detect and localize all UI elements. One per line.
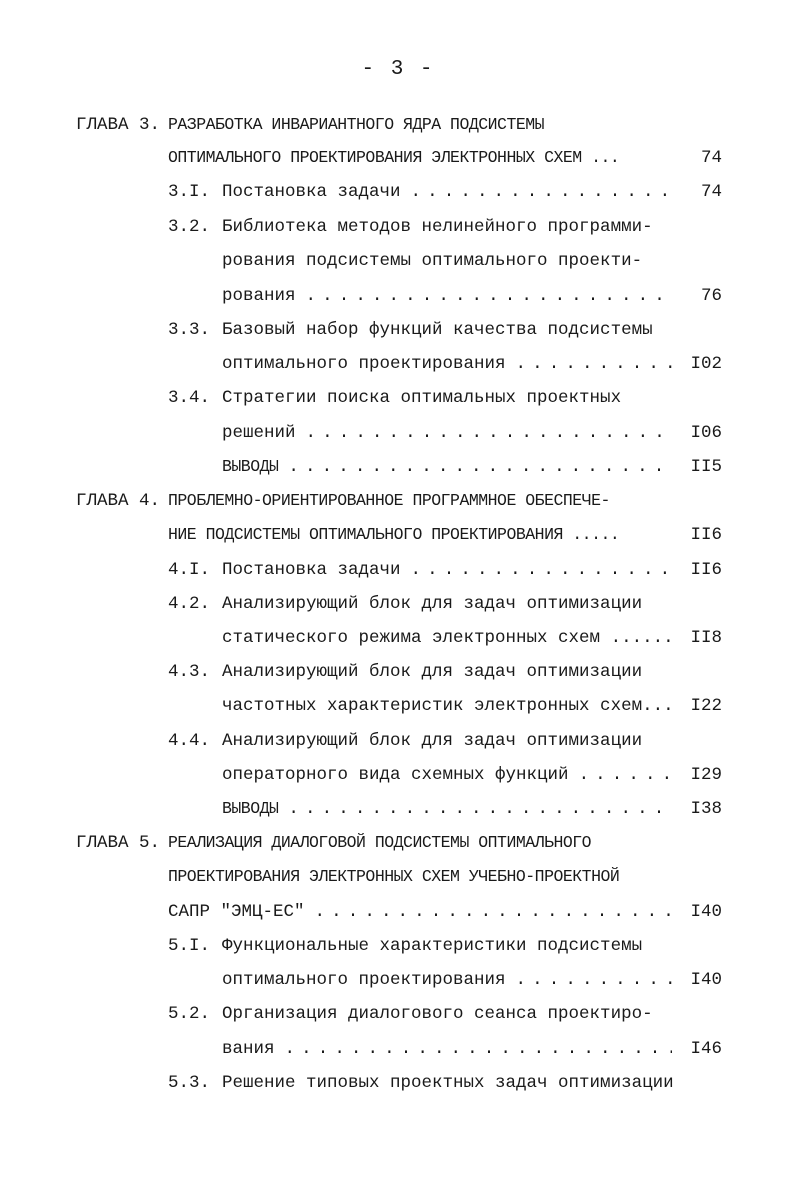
toc-entry-text: вания [222, 1039, 275, 1059]
toc-line [0, 246, 722, 276]
toc-entry-text: решений [222, 423, 296, 443]
toc-entry-text: НИЕ ПОДСИСТЕМЫ ОПТИМАЛЬНОГО ПРОЕКТИРОВАНИЯ ..... [168, 525, 620, 544]
dot-leader [516, 965, 672, 995]
toc-entry-text: операторного вида схемных функций [222, 765, 569, 785]
toc-section-number: 5.I. [168, 936, 211, 956]
toc-line [0, 1034, 722, 1064]
dot-leader [288, 794, 672, 824]
toc-line [0, 555, 722, 585]
toc-entry-text: РЕАЛИЗАЦИЯ ДИАЛОГОВОЙ ПОДСИСТЕМЫ ОПТИМАЛЬНОГО [168, 833, 592, 852]
toc-line [0, 177, 722, 207]
toc-entry-text: ОПТИМАЛЬНОГО ПРОЕКТИРОВАНИЯ ЭЛЕКТРОННЫХ СХЕМ ... [168, 148, 620, 167]
toc-entry-text: ВЫВОДЫ [222, 799, 279, 818]
dot-leader [315, 897, 672, 927]
toc-line [0, 110, 722, 140]
toc-entry-text: Решение типовых проектных задач оптимизации [222, 1073, 674, 1093]
toc-line [0, 520, 722, 550]
toc-line [0, 794, 722, 824]
toc-line [0, 281, 722, 311]
toc-line [0, 143, 722, 173]
toc-page-number: II8 [690, 628, 722, 648]
toc-entry-text: Базовый набор функций качества подсистемы [222, 320, 653, 340]
toc-entry-text: Функциональные характеристики подсистемы [222, 936, 643, 956]
toc-line [0, 349, 722, 379]
toc-page-number: I06 [690, 423, 722, 443]
toc-line [0, 315, 722, 345]
toc-section-number: 5.2. [168, 1004, 211, 1024]
toc-section-number: 4.2. [168, 594, 211, 614]
toc-entry-text: САПР "ЭМЦ-ЕС" [168, 902, 305, 922]
toc-page-number: I46 [690, 1039, 722, 1059]
toc-section-number: 3.I. [168, 182, 211, 202]
toc-line [0, 486, 722, 516]
toc-entry-text: Стратегии поиска оптимальных проектных [222, 388, 622, 408]
dot-leader [306, 281, 672, 311]
toc-entry-text: рования подсистемы оптимального проекти- [222, 251, 643, 271]
toc-entry-text: Анализирующий блок для задач оптимизации [222, 594, 643, 614]
dot-leader [411, 177, 672, 207]
toc-entry-text: рования [222, 286, 296, 306]
toc-line [0, 657, 722, 687]
toc-entry-text: оптимального проектирования [222, 354, 506, 374]
dot-leader [306, 418, 672, 448]
toc-section-number: ГЛАВА 4. [76, 491, 161, 511]
toc-line [0, 623, 722, 653]
toc-page-number: 74 [700, 182, 722, 202]
toc-line [0, 418, 722, 448]
toc-section-number: 3.4. [168, 388, 211, 408]
toc-entry-text: Постановка задачи [222, 182, 401, 202]
toc-entry-text: Библиотека методов нелинейного программи- [222, 217, 653, 237]
toc-entry-text: Анализирующий блок для задач оптимизации [222, 662, 643, 682]
toc-section-number: 4.3. [168, 662, 211, 682]
toc-line [0, 589, 722, 619]
toc-line [0, 383, 722, 413]
toc-page-number: II5 [690, 457, 722, 477]
toc-line [0, 212, 722, 242]
toc-section-number: 4.4. [168, 731, 211, 751]
toc-section-number: ГЛАВА 3. [76, 115, 161, 135]
toc-line [0, 862, 722, 892]
toc-section-number: 4.I. [168, 560, 211, 580]
toc-line [0, 999, 722, 1029]
toc-page-number: I40 [690, 902, 722, 922]
page-number: - 3 - [361, 58, 435, 81]
toc-line [0, 452, 722, 482]
dot-leader [285, 1034, 672, 1064]
toc-entry-text: Анализирующий блок для задач оптимизации [222, 731, 643, 751]
toc-entry-text: ПРОБЛЕМНО-ОРИЕНТИРОВАННОЕ ПРОГРАММНОЕ ОБЕСПЕЧЕ- [168, 491, 610, 510]
toc-entry-text: ВЫВОДЫ [222, 457, 279, 476]
toc-line [0, 726, 722, 756]
toc-section-number: ГЛАВА 5. [76, 833, 161, 853]
dot-leader [516, 349, 672, 379]
toc-page-number: II6 [690, 560, 722, 580]
toc-page-number: I02 [690, 354, 722, 374]
toc-line [0, 965, 722, 995]
dot-leader [288, 452, 672, 482]
toc-entry-text: Постановка задачи [222, 560, 401, 580]
toc-entry-text: РАЗРАБОТКА ИНВАРИАНТНОГО ЯДРА ПОДСИСТЕМЫ [168, 115, 545, 134]
toc-page-number: I29 [690, 765, 722, 785]
toc-entry-text: частотных характеристик электронных схем... [222, 696, 674, 716]
toc-line [0, 760, 722, 790]
toc-line [0, 897, 722, 927]
toc-page-number: I38 [690, 799, 722, 819]
toc-line [0, 1068, 722, 1098]
toc-page-number: I40 [690, 970, 722, 990]
dot-leader [579, 760, 672, 790]
toc-page-number: I22 [690, 696, 722, 716]
toc-page-number: 76 [700, 286, 722, 306]
toc-section-number: 5.3. [168, 1073, 211, 1093]
toc-entry-text: статического режима электронных схем ...... [222, 628, 674, 648]
toc-page-number: II6 [690, 525, 722, 545]
toc-line [0, 691, 722, 721]
toc-line [0, 828, 722, 858]
toc-section-number: 3.3. [168, 320, 211, 340]
toc-entry-text: оптимального проектирования [222, 970, 506, 990]
toc-section-number: 3.2. [168, 217, 211, 237]
toc-line [0, 931, 722, 961]
dot-leader [411, 555, 672, 585]
toc-entry-text: ПРОЕКТИРОВАНИЯ ЭЛЕКТРОННЫХ СХЕМ УЧЕБНО-ПРОЕКТНОЙ [168, 867, 620, 886]
toc-page-number: 74 [700, 148, 722, 168]
toc-entry-text: Организация диалогового сеанса проектиро- [222, 1004, 653, 1024]
